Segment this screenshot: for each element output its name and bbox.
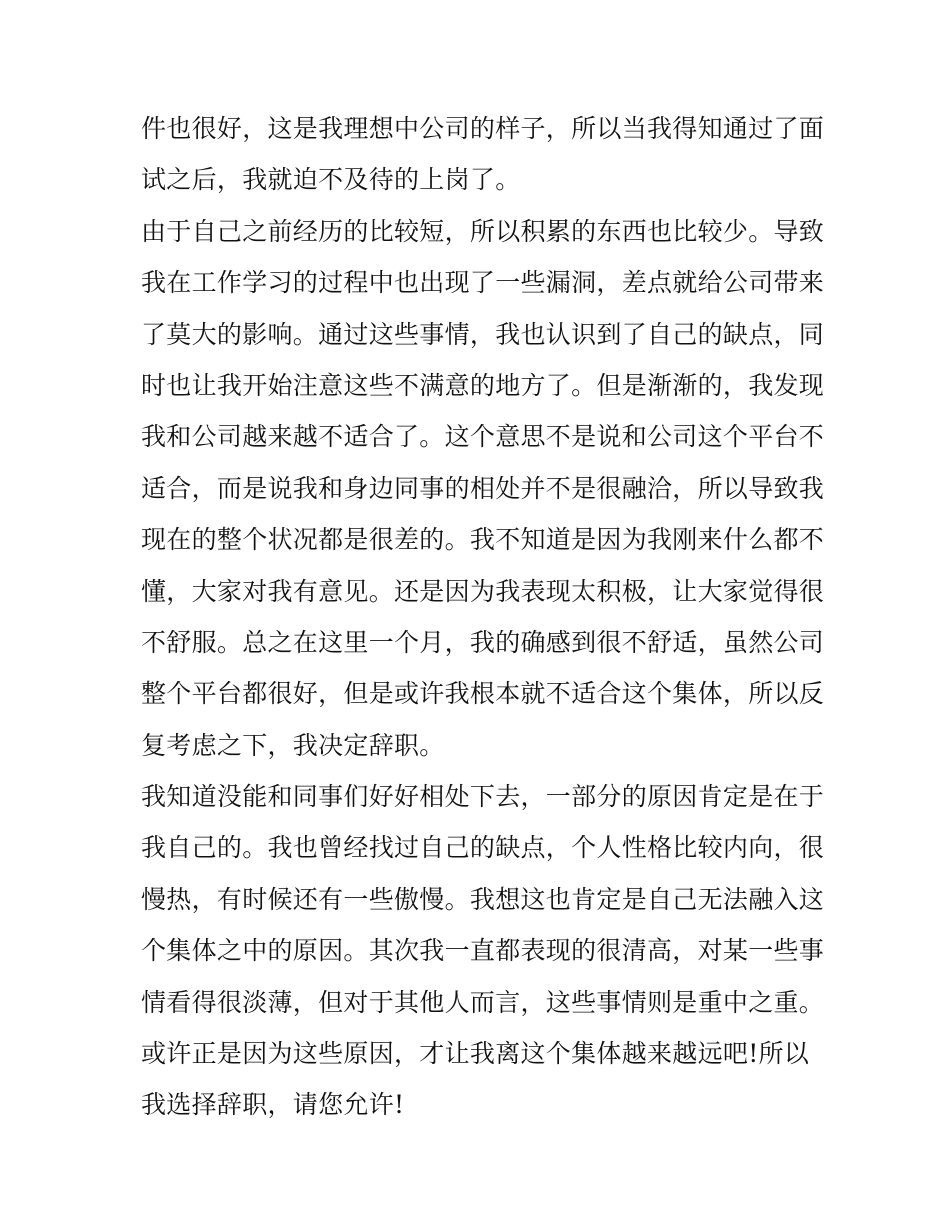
text-line: 情看得很淡薄，但对于其他人而言，这些事情则是重中之重。 xyxy=(141,987,825,1017)
text-line: 复考虑之下，我决定辞职。 xyxy=(141,730,445,760)
text-line: 我在工作学习的过程中也出现了一些漏洞，差点就给公司带来 xyxy=(141,268,825,298)
text-line: 我知道没能和同事们好好相处下去，一部分的原因肯定是在于 xyxy=(141,782,825,812)
text-line: 懂，大家对我有意见。还是因为我表现太积极，让大家觉得很 xyxy=(141,576,825,606)
text-line: 现在的整个状况都是很差的。我不知道是因为我刚来什么都不 xyxy=(141,525,825,555)
text-line: 慢热，有时候还有一些傲慢。我想这也肯定是自己无法融入这 xyxy=(141,884,825,914)
text-line: 我选择辞职，请您允许! xyxy=(141,1090,405,1120)
text-line: 整个平台都很好，但是或许我根本就不适合这个集体，所以反 xyxy=(141,679,825,709)
text-line: 时也让我开始注意这些不满意的地方了。但是渐渐的，我发现 xyxy=(141,370,825,400)
text-line: 适合，而是说我和身边同事的相处并不是很融洽，所以导致我 xyxy=(141,473,825,503)
resignation-letter-body xyxy=(141,103,825,1131)
text-line: 了莫大的影响。通过这些事情，我也认识到了自己的缺点，同 xyxy=(141,319,825,349)
text-line: 试之后，我就迫不及待的上岗了。 xyxy=(141,165,521,195)
text-line: 或许正是因为这些原因，才让我离这个集体越来越远吧!所以 xyxy=(141,1039,810,1069)
text-line: 我和公司越来越不适合了。这个意思不是说和公司这个平台不 xyxy=(141,422,825,452)
text-line: 个集体之中的原因。其次我一直都表现的很清高，对某一些事 xyxy=(141,936,825,966)
text-line: 不舒服。总之在这里一个月，我的确感到很不舒适，虽然公司 xyxy=(141,627,825,657)
text-line: 件也很好，这是我理想中公司的样子，所以当我得知通过了面 xyxy=(141,114,825,143)
text-line: 我自己的。我也曾经找过自己的缺点，个人性格比较内向，很 xyxy=(141,833,825,863)
text-line: 由于自己之前经历的比较短，所以积累的东西也比较少。导致 xyxy=(141,216,825,246)
